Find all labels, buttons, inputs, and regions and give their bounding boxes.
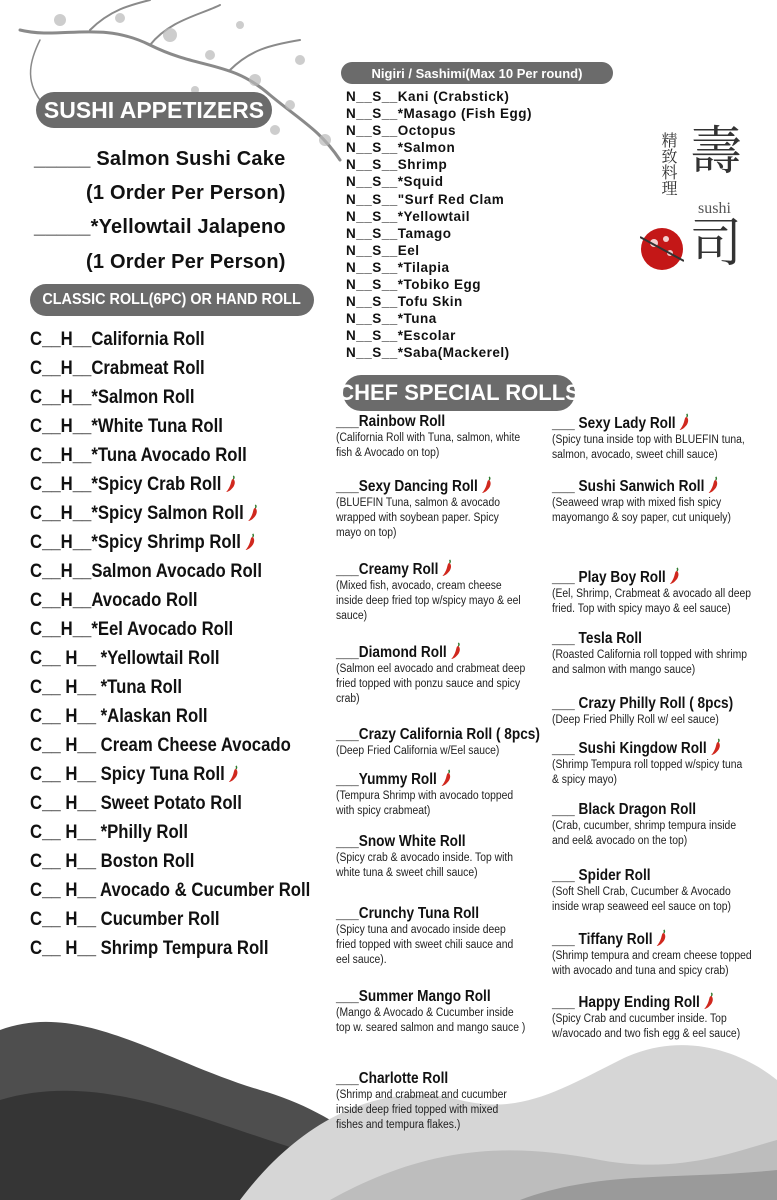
nigiri-item: N__S__Tamago	[346, 225, 452, 241]
chef-roll-description: (Soft Shell Crab, Cucumber & Avocado inside wrap seaweed eel sauce on top)	[552, 886, 731, 913]
chef-roll-item	[552, 476, 774, 526]
chef-roll-name: ___Rainbow Roll	[336, 413, 446, 430]
nigiri-item: N__S__*Salmon	[346, 140, 456, 156]
nigiri-title: Nigiri / Sashimi(Max 10 Per round)	[341, 62, 613, 84]
logo-char-1: 壽	[690, 122, 743, 182]
classic-roll-item	[30, 905, 294, 934]
classic-roll-item	[30, 818, 294, 847]
chef-roll-item	[336, 726, 548, 759]
chili-pepper-icon	[442, 559, 453, 577]
chef-roll-name: ___ Happy Ending Roll	[552, 994, 700, 1011]
classic-roll-item	[30, 528, 294, 557]
logo-char-2: 司	[690, 214, 743, 274]
chef-roll-name: ___ Tiffany Roll	[552, 931, 653, 948]
classic-roll-name: C__H__*Spicy Crab Roll	[30, 474, 222, 495]
nigiri-item: N__S__Tofu Skin	[346, 294, 463, 310]
chili-pepper-icon	[481, 476, 492, 494]
classic-roll-name: C__ H__ Shrimp Tempura Roll	[30, 938, 269, 959]
appetizer-line: _____ Salmon Sushi Cake	[34, 148, 286, 170]
chef-roll-description: (Seaweed wrap with mixed fish spicy mayomango & soy paper, cut uniquely)	[552, 497, 731, 524]
nigiri-item: N__S__*Yellowtail	[346, 208, 471, 224]
chef-roll-name: ___Yummy Roll	[336, 771, 437, 788]
classic-roll-item	[30, 731, 294, 760]
chef-roll-name-row	[552, 929, 747, 949]
classic-roll-name: C__H__*White Tuna Roll	[30, 416, 223, 437]
logo-word: sushi	[698, 200, 731, 217]
chef-roll-name-row	[336, 413, 523, 431]
sushi-logo	[638, 122, 758, 282]
classic-roll-name: C__ H__ Cucumber Roll	[30, 909, 220, 930]
appetizers-title: SUSHI APPETIZERS	[36, 92, 272, 128]
classic-roll-item	[30, 441, 294, 470]
nigiri-item: N__S__*Squid	[346, 174, 444, 190]
chili-pepper-icon	[656, 929, 667, 947]
classic-roll-name: C__H__*Salmon Roll	[30, 387, 195, 408]
chef-roll-description: (Shrimp and crabmeat and cucumber inside deep fried topped with mixed fishes and tempura flakes.)	[336, 1089, 507, 1131]
chef-roll-name-row	[552, 413, 747, 433]
chili-pepper-icon	[225, 475, 236, 493]
chef-roll-name-row	[336, 905, 523, 923]
classic-roll-name: C__ H__ Avocado & Cucumber Roll	[30, 880, 311, 901]
chef-roll-name-row	[336, 559, 523, 579]
chef-roll-name-row	[336, 988, 523, 1006]
classic-roll-item	[30, 412, 294, 441]
chef-left-column	[336, 413, 548, 1163]
classic-roll-item	[30, 557, 294, 586]
classic-roll-name: C__H__Crabmeat Roll	[30, 358, 205, 379]
chili-pepper-icon	[669, 567, 680, 585]
chef-roll-description: (Spicy tuna inside top with BLUEFIN tuna, salmon, avocado, sweet chill sauce)	[552, 434, 745, 461]
chef-roll-item	[552, 695, 774, 728]
classic-roll-list	[30, 325, 330, 963]
nigiri-item: N__S__Eel	[346, 242, 420, 258]
chef-roll-name: ___Diamond Roll	[336, 644, 447, 661]
chef-roll-item	[552, 738, 774, 788]
chef-roll-name-row	[336, 476, 523, 496]
chili-pepper-icon	[440, 769, 451, 787]
chef-roll-description: (Deep Fried Philly Roll w/ eel sauce)	[552, 714, 719, 726]
chef-roll-name: ___ Spider Roll	[552, 867, 651, 884]
classic-roll-title	[30, 284, 314, 316]
chef-roll-description: (Mixed fish, avocado, cream cheese inside deep fried top w/spicy mayo & eel sauce)	[336, 580, 521, 622]
classic-roll-name: C__ H__ Boston Roll	[30, 851, 195, 872]
chef-roll-item	[552, 992, 774, 1042]
chef-roll-name-row	[552, 695, 747, 713]
classic-roll-item	[30, 383, 294, 412]
chef-roll-name-row	[336, 642, 523, 662]
appetizer-note: (1 Order Per Person)	[86, 251, 286, 273]
nigiri-item: N__S__"Surf Red Clam	[346, 191, 505, 207]
chef-roll-name-row	[336, 769, 523, 789]
chef-roll-name-row	[552, 867, 747, 885]
chef-roll-name: ___Creamy Roll	[336, 561, 439, 578]
chef-roll-name: ___ Sushi Sanwich Roll	[552, 478, 705, 495]
chef-roll-name-row	[552, 630, 747, 648]
chili-pepper-icon	[247, 504, 258, 522]
chef-roll-description: (Shrimp Tempura roll topped w/spicy tuna & spicy mayo)	[552, 759, 743, 786]
chef-roll-description: (California Roll with Tuna, salmon, white fish & Avocado on top)	[336, 432, 521, 459]
nigiri-item: N__S__*Masago (Fish Egg)	[346, 106, 533, 122]
chef-roll-name: ___Snow White Roll	[336, 833, 466, 850]
classic-roll-item	[30, 615, 294, 644]
classic-roll-name: C__ H__ *Yellowtail Roll	[30, 648, 220, 669]
classic-roll-name: C__H__*Spicy Shrimp Roll	[30, 532, 241, 553]
blossom-branch-decoration	[20, 0, 340, 160]
chef-roll-name: ___Crazy California Roll ( 8pcs)	[336, 726, 540, 743]
classic-roll-title-text: CLASSIC ROLL(6PC) OR HAND ROLL	[42, 291, 302, 308]
classic-roll-item	[30, 760, 294, 789]
nigiri-item: N__S__Shrimp	[346, 157, 448, 173]
nigiri-item: N__S__*Saba(Mackerel)	[346, 345, 510, 361]
nigiri-item: N__S__Octopus	[346, 123, 457, 139]
appetizer-line: _____*Yellowtail Jalapeno	[34, 216, 286, 238]
nigiri-item: N__S__*Escolar	[346, 328, 456, 344]
classic-roll-name: C__ H__ *Tuna Roll	[30, 677, 183, 698]
chef-roll-name-row	[336, 833, 523, 851]
chef-roll-description: (Spicy Crab and cucumber inside. Top w/avocado and two fish egg & eel sauce)	[552, 1013, 741, 1040]
chef-roll-description: (Roasted California roll topped with shrimp and salmon with mango sauce)	[552, 649, 748, 676]
classic-roll-name: C__ H__ *Alaskan Roll	[30, 706, 208, 727]
classic-roll-item	[30, 847, 294, 876]
chef-roll-name-row	[552, 801, 747, 819]
chef-roll-name: ___ Sexy Lady Roll	[552, 415, 676, 432]
nigiri-list	[346, 88, 532, 362]
nigiri-item: N__S__Kani (Crabstick)	[346, 89, 510, 104]
classic-roll-name: C__H__California Roll	[30, 329, 205, 350]
chef-roll-name-row	[552, 992, 747, 1012]
chef-roll-item	[336, 476, 548, 541]
classic-roll-item	[30, 876, 311, 905]
chef-roll-name-row	[336, 1070, 523, 1088]
classic-roll-item	[30, 470, 294, 499]
nigiri-item: N__S__*Tobiko Egg	[346, 277, 482, 293]
chili-pepper-icon	[710, 738, 721, 756]
classic-roll-item	[30, 499, 294, 528]
chef-roll-item	[336, 1070, 548, 1133]
chef-roll-item	[552, 630, 774, 678]
chili-pepper-icon	[703, 992, 714, 1010]
chef-roll-description: (BLUEFIN Tuna, salmon & avocado wrapped with soybean paper. Spicy mayo on top)	[336, 497, 500, 539]
chef-roll-name: ___Crunchy Tuna Roll	[336, 905, 479, 922]
nigiri-item: N__S__*Tilapia	[346, 259, 450, 275]
chef-roll-name-row	[552, 567, 747, 587]
chef-roll-name: ___Charlotte Roll	[336, 1070, 449, 1087]
chef-roll-name: ___ Crazy Philly Roll ( 8pcs)	[552, 695, 734, 712]
chef-roll-name-row	[552, 738, 747, 758]
chef-roll-description: (Crab, cucumber, shrimp tempura inside and eel& avocado on the top)	[552, 820, 737, 847]
nigiri-item: N__S__*Tuna	[346, 311, 437, 327]
chef-roll-item	[336, 559, 548, 624]
classic-roll-name: C__H__*Eel Avocado Roll	[30, 619, 234, 640]
classic-roll-name: C__H__Avocado Roll	[30, 590, 198, 611]
chef-roll-name-row	[552, 476, 747, 496]
chef-roll-name: ___Sexy Dancing Roll	[336, 478, 478, 495]
chef-roll-description: (Shrimp tempura and cream cheese topped with avocado and tuna and spicy crab)	[552, 950, 752, 977]
chef-roll-item	[552, 801, 774, 849]
chef-roll-item	[336, 642, 548, 707]
chef-roll-item	[336, 833, 548, 881]
chef-roll-name: ___ Sushi Kingdow Roll	[552, 740, 707, 757]
chef-roll-description: (Mango & Avocado & Cucumber inside top w. seared salmon and mango sauce )	[336, 1007, 526, 1034]
chef-roll-item	[552, 413, 774, 463]
chef-roll-name-row	[336, 726, 540, 744]
chef-roll-description: (Deep Fried California w/Eel sauce)	[336, 745, 500, 757]
classic-roll-name: C__H__*Spicy Salmon Roll	[30, 503, 244, 524]
chef-roll-description: (Tempura Shrimp with avocado topped with spicy crabmeat)	[336, 790, 514, 817]
chef-roll-name: ___Summer Mango Roll	[336, 988, 491, 1005]
chef-roll-name: ___ Black Dragon Roll	[552, 801, 697, 818]
chef-roll-description: (Eel, Shrimp, Crabmeat & avocado all deep fried. Top with spicy mayo & eel sauce)	[552, 588, 752, 615]
classic-roll-item	[30, 934, 294, 963]
classic-roll-name: C__ H__ Sweet Potato Roll	[30, 793, 242, 814]
classic-roll-item	[30, 354, 294, 383]
chili-pepper-icon	[708, 476, 719, 494]
chef-roll-name: ___ Tesla Roll	[552, 630, 642, 647]
logo-small-chars: 精致料理	[659, 132, 678, 196]
chef-roll-item	[552, 867, 774, 915]
chef-right-column	[552, 413, 774, 1093]
chef-roll-item	[552, 567, 774, 617]
classic-roll-name: C__ H__ Spicy Tuna Roll	[30, 764, 225, 785]
chef-roll-description: (Spicy tuna and avocado inside deep fried topped with sweet chili sauce and eel sauce).	[336, 924, 514, 966]
classic-roll-item	[30, 586, 294, 615]
classic-roll-name: C__H__Salmon Avocado Roll	[30, 561, 262, 582]
chef-roll-item	[336, 769, 548, 819]
chef-roll-item	[336, 988, 548, 1036]
chef-roll-item	[552, 929, 774, 979]
chili-pepper-icon	[450, 642, 461, 660]
chef-roll-description: (Salmon eel avocado and crabmeat deep fried topped with ponzu sauce and spicy crab)	[336, 663, 526, 705]
chef-roll-item	[336, 413, 548, 461]
red-sun-icon	[640, 227, 684, 271]
appetizer-note: (1 Order Per Person)	[86, 182, 286, 204]
classic-roll-item	[30, 702, 294, 731]
classic-roll-item	[30, 644, 294, 673]
chef-roll-item	[336, 905, 548, 968]
chef-roll-name: ___ Play Boy Roll	[552, 569, 666, 586]
classic-roll-name: C__H__*Tuna Avocado Roll	[30, 445, 247, 466]
classic-roll-item	[30, 673, 294, 702]
classic-roll-name: C__ H__ *Philly Roll	[30, 822, 188, 843]
chef-special-title: CHEF SPECIAL ROLLS	[343, 375, 575, 411]
classic-roll-item	[30, 325, 294, 354]
classic-roll-name: C__ H__ Cream Cheese Avocado	[30, 735, 291, 756]
chili-pepper-icon	[679, 413, 690, 431]
chili-pepper-icon	[244, 533, 255, 551]
classic-roll-item	[30, 789, 294, 818]
chef-roll-description: (Spicy crab & avocado inside. Top with white tuna & sweet chill sauce)	[336, 852, 514, 879]
chili-pepper-icon	[228, 765, 239, 783]
